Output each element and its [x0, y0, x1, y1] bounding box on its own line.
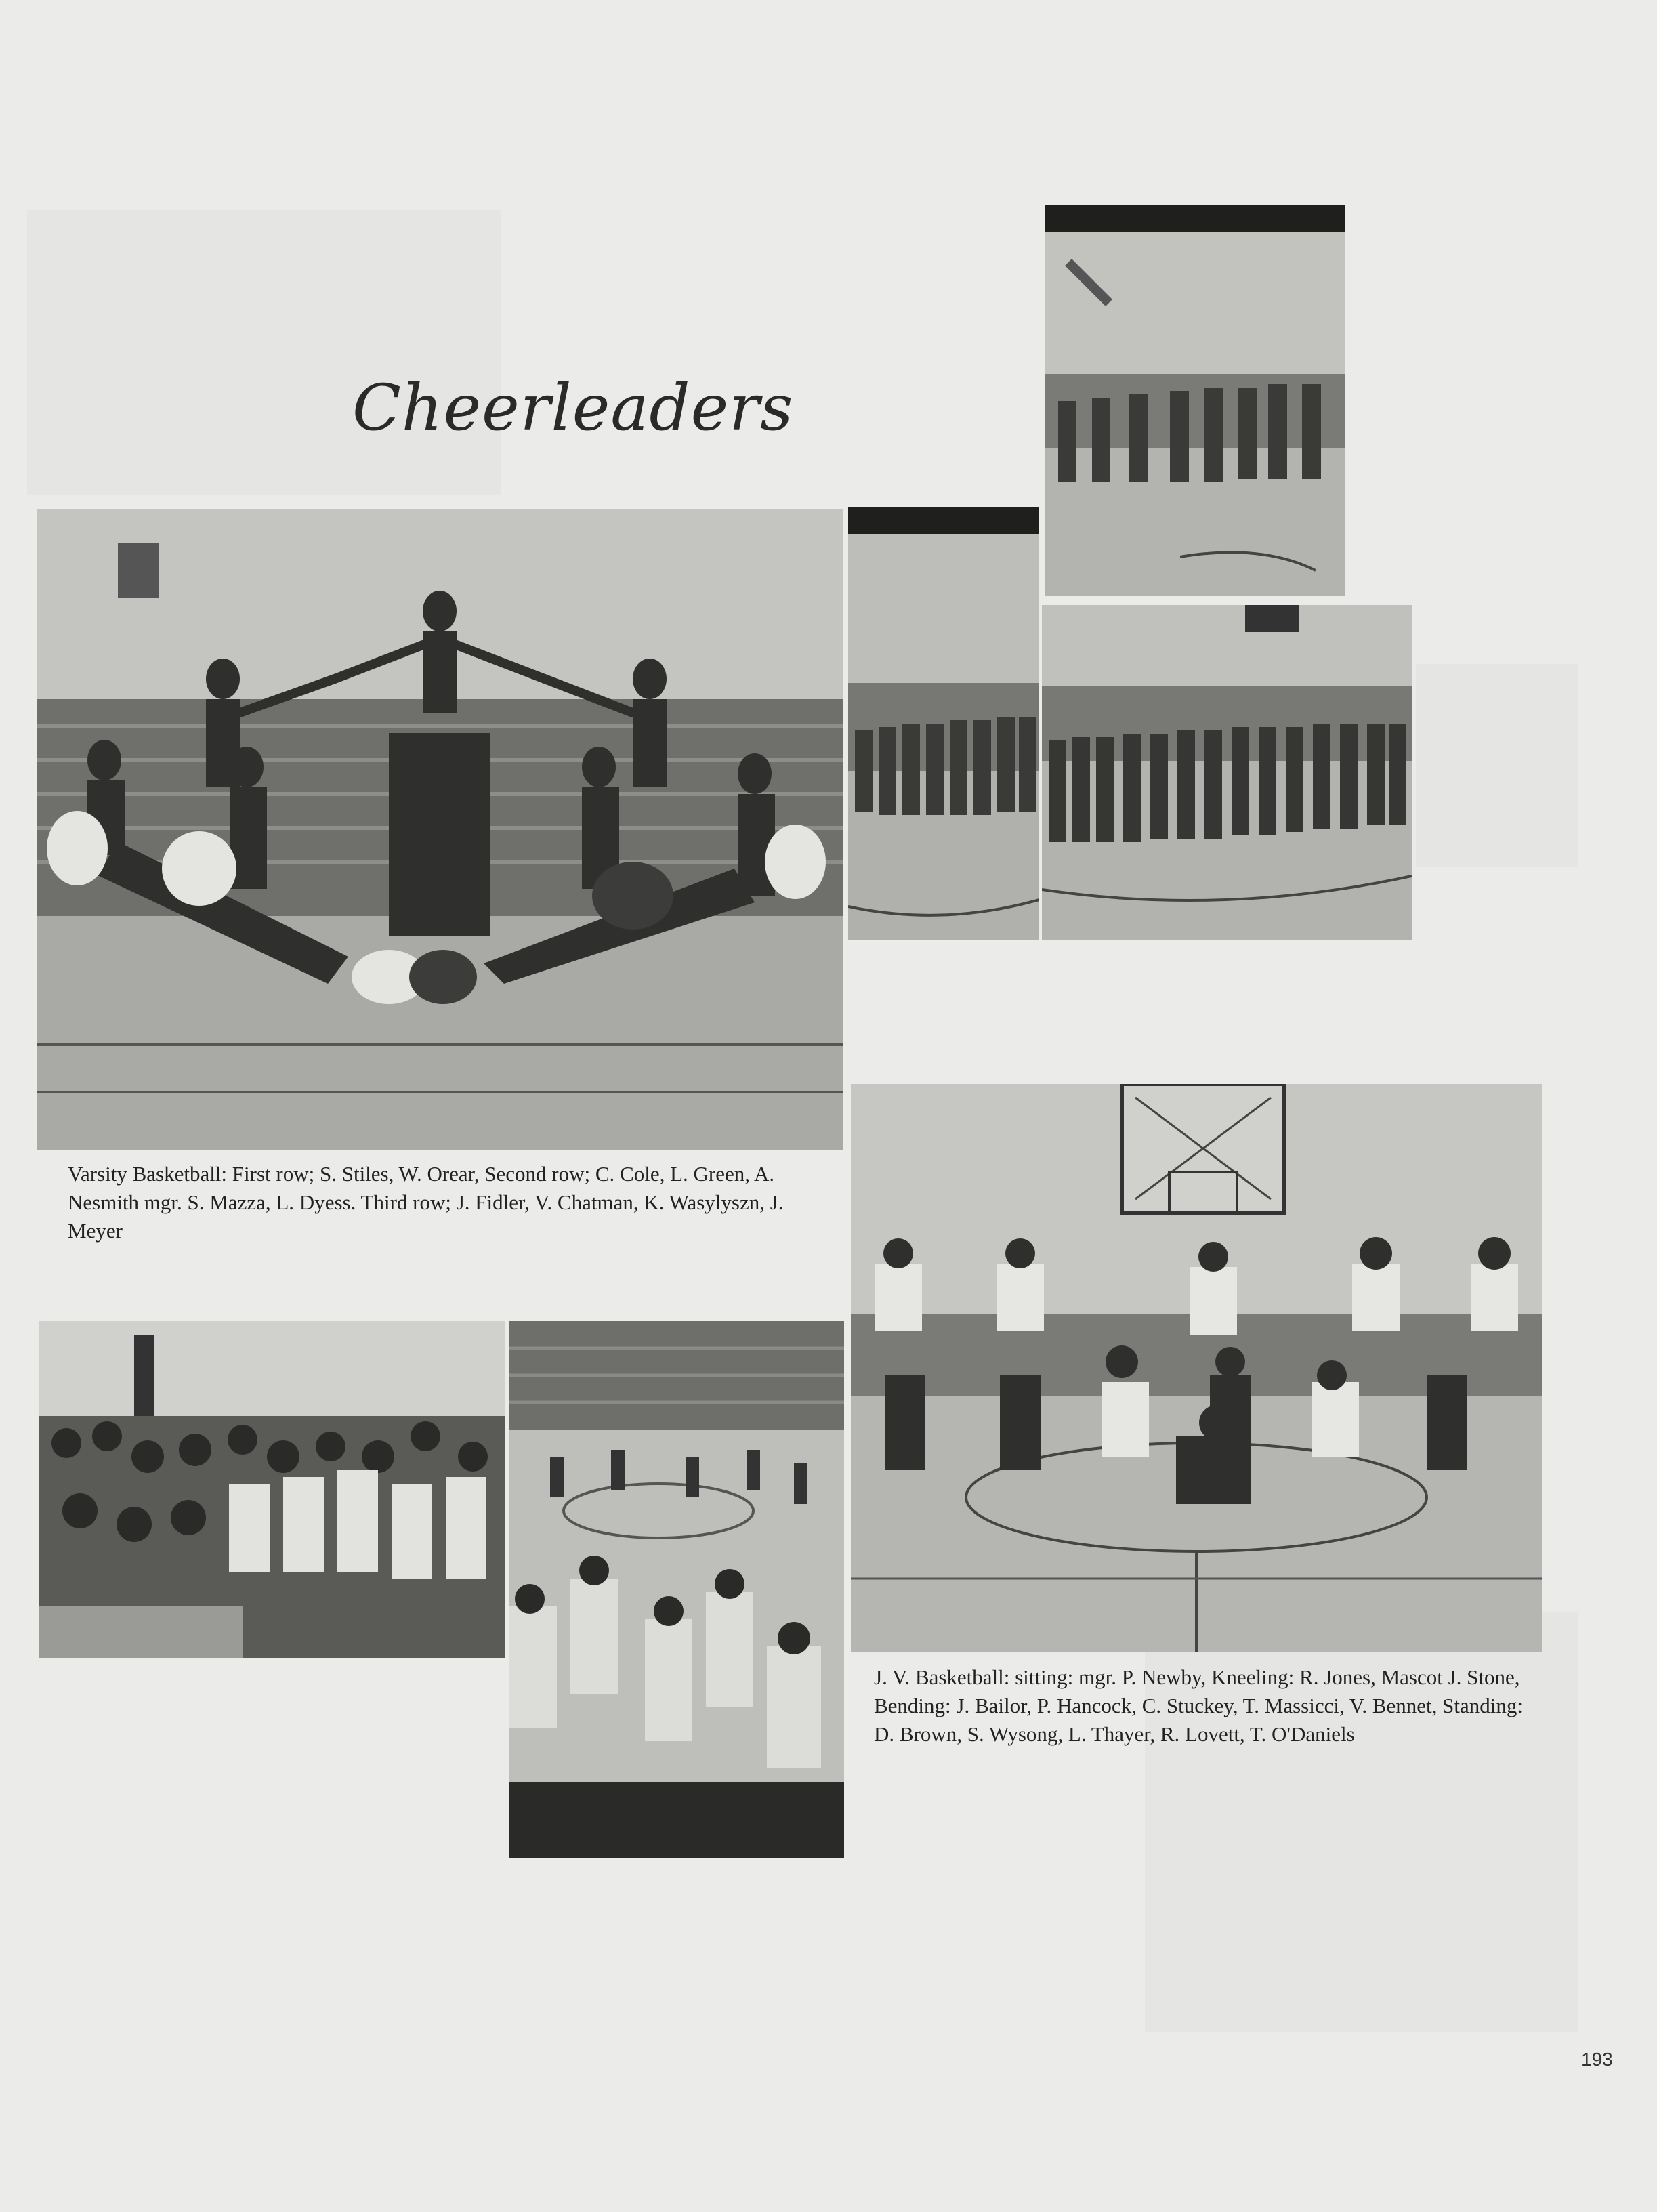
cheer-line-wide-photo: [1042, 605, 1412, 940]
page-number: 193: [1581, 2049, 1613, 2070]
jv-caption: J. V. Basketball: sitting: mgr. P. Newby, Kneeling: R. Jones, Mascot J. Stone, Bending: J. Bailor, P. Hancock, C. Stuckey, T. Massicci, V. Bennet, Standing: D. Brown, S. Wysong, L. Thayer, R. Lovett, T. O'Daniels: [874, 1665, 1523, 1746]
court-cheerleaders-photo: [509, 1321, 844, 1858]
jv-squad-photo: [851, 1084, 1542, 1652]
cheer-line-gym-photo: [848, 507, 1039, 940]
cheer-line-small-photo: [1045, 205, 1345, 596]
varsity-caption: Varsity Basketball: First row; S. Stiles, W. Orear, Second row; C. Cole, L. Green, A. Nesmith mgr. S. Mazza, L. Dyess. Third row; J. Fidler, V. Chatman, K. Wasylyszn, J. Meyer: [68, 1162, 784, 1243]
bleed-through-area: [1416, 664, 1578, 867]
varsity-pyramid-photo: [37, 509, 843, 1150]
page-title: Cheerleaders: [352, 371, 794, 445]
bleed-through-area: [27, 210, 501, 495]
crowd-bleachers-photo: [39, 1321, 505, 1658]
